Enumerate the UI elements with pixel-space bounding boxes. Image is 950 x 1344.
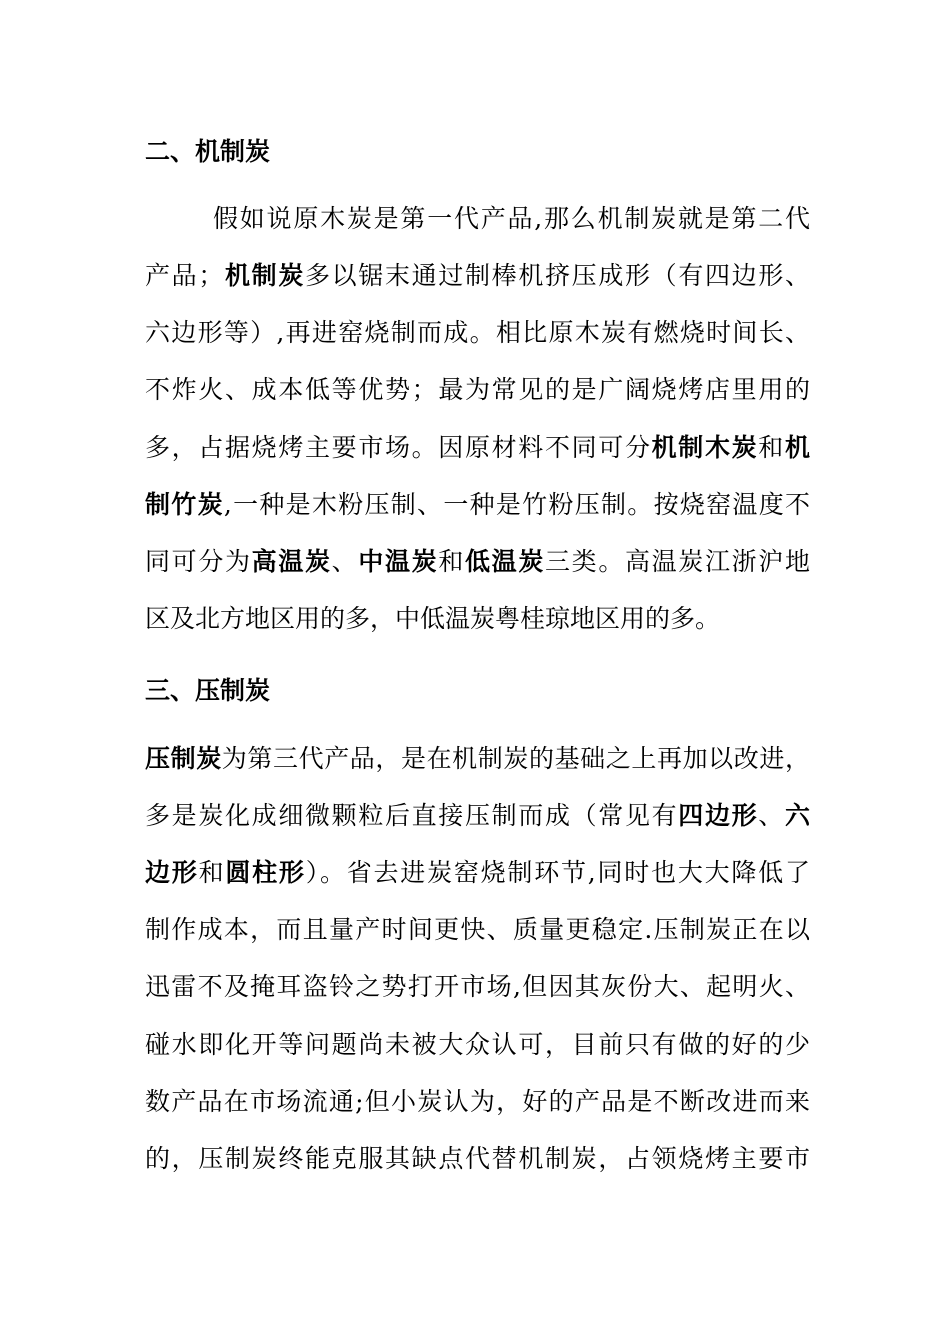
bold-term: 机制炭 bbox=[223, 261, 306, 290]
paragraph-line: 制竹炭,一种是木粉压制、一种是竹粉压制。按烧窑温度不 bbox=[145, 490, 810, 519]
paragraph-line: 的，压制炭终能克服其缺点代替机制炭，占领烧烤主要市 bbox=[145, 1144, 810, 1173]
paragraph-line: 边形和圆柱形）。省去进炭窑烧制环节,同时也大大降低了 bbox=[145, 858, 810, 887]
bold-term: 机 bbox=[784, 433, 810, 462]
bold-term: 圆柱形 bbox=[225, 858, 306, 887]
paragraph-line: 同可分为高温炭、中温炭和低温炭三类。高温炭江浙沪地 bbox=[145, 547, 810, 576]
bold-term: 边形 bbox=[145, 858, 199, 887]
paragraph-line: 多是炭化成细微颗粒后直接压制而成（常见有四边形、六 bbox=[145, 801, 810, 830]
bold-term: 中温炭 bbox=[358, 547, 439, 576]
paragraph-line: 迅雷不及掩耳盗铃之势打开市场,但因其灰份大、起明火、 bbox=[145, 972, 810, 1001]
paragraph-line: 碰水即化开等问题尚未被大众认可，目前只有做的好的少 bbox=[145, 1030, 810, 1059]
bold-term: 制竹炭 bbox=[145, 490, 224, 519]
bold-term: 高温炭 bbox=[251, 547, 332, 576]
paragraph-line: 不炸火、成本低等优势；最为常见的是广阔烧烤店里用的 bbox=[145, 375, 810, 404]
bold-term: 压制炭 bbox=[145, 744, 222, 773]
paragraph-line: 区及北方地区用的多，中低温炭粤桂琼地区用的多。 bbox=[145, 604, 721, 633]
bold-term: 六 bbox=[784, 801, 810, 830]
paragraph-line: 压制炭为第三代产品，是在机制炭的基础之上再加以改进， bbox=[145, 744, 810, 773]
paragraph-line: 六边形等）,再进窑烧制而成。相比原木炭有燃烧时间长、 bbox=[145, 318, 810, 347]
bold-term: 机制木炭 bbox=[651, 433, 759, 462]
paragraph-line: 产品；机制炭多以锯末通过制棒机挤压成形（有四边形、 bbox=[145, 261, 810, 290]
paragraph-line: 多，占据烧烤主要市场。因原材料不同可分机制木炭和机 bbox=[145, 433, 810, 462]
paragraph-line: 数产品在市场流通;但小炭认为，好的产品是不断改进而来 bbox=[145, 1087, 810, 1116]
bold-term: 四边形 bbox=[678, 801, 759, 830]
section-heading-machine-charcoal: 二、机制炭 bbox=[145, 137, 271, 166]
bold-term: 低温炭 bbox=[465, 547, 545, 576]
section-heading-pressed-charcoal: 三、压制炭 bbox=[145, 676, 271, 705]
paragraph-line: 制作成本，而且量产时间更快、质量更稳定.压制炭正在以 bbox=[145, 915, 810, 944]
paragraph-line: 假如说原木炭是第一代产品,那么机制炭就是第二代 bbox=[213, 204, 810, 233]
